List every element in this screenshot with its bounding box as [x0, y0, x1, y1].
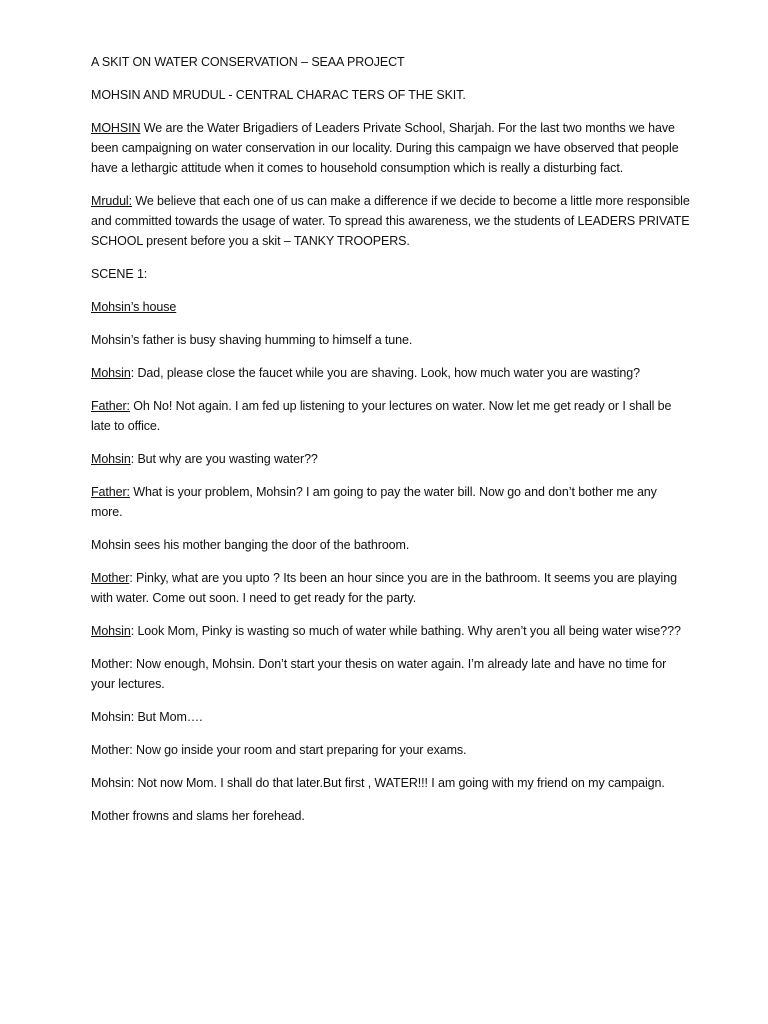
document-subtitle: MOHSIN AND MRUDUL - CENTRAL CHARAC TERS OF THE SKIT. — [91, 88, 466, 102]
dialogue-text: Mother: Now enough, Mohsin. Don’t start your thesis on water again. I’m already late and have no time for your lectures. — [91, 657, 667, 691]
dialogue-text: Mohsin: But Mom…. — [91, 710, 203, 724]
document-page — [91, 52, 691, 839]
intro-paragraph — [91, 118, 691, 178]
dialogue-text: Mother frowns and slams her forehead. — [91, 809, 305, 823]
dialogue-text: What is your problem, Mohsin? I am going to pay the water bill. Now go and don’t bother me any more. — [91, 485, 657, 519]
speaker-name: Mother — [91, 571, 130, 585]
intro-paragraph — [91, 191, 691, 251]
speaker-name: MOHSIN — [91, 121, 141, 135]
speaker-name: Mohsin — [91, 366, 131, 380]
scene-location: Mohsin’s house — [91, 300, 177, 314]
speaker-name: Mrudul: — [91, 194, 132, 208]
dialogue-line — [91, 621, 691, 641]
dialogue-line — [91, 654, 691, 694]
dialogue-text: Mohsin: Not now Mom. I shall do that later.But first , WATER!!! I am going with my friend on my campaign. — [91, 776, 665, 790]
dialogue-text: Mohsin sees his mother banging the door of the bathroom. — [91, 538, 410, 552]
speaker-name: Mohsin — [91, 452, 131, 466]
scene-label: SCENE 1: — [91, 267, 148, 281]
dialogue-line — [91, 482, 691, 522]
speaker-name: Mohsin — [91, 624, 131, 638]
dialogue-text: We believe that each one of us can make a difference if we decide to become a little more responsible and committed towards the usage of water. To spread this awareness, we the students of LEADERS PRIVATE SCHOOL present before you a skit – TANKY TROOPERS. — [91, 194, 690, 248]
dialogue-line — [91, 449, 691, 469]
speaker-name: Father: — [91, 485, 130, 499]
dialogue-text: Mother: Now go inside your room and start preparing for your exams. — [91, 743, 467, 757]
dialogue-text: We are the Water Brigadiers of Leaders Private School, Sharjah. For the last two months we have been campaigning on water conservation in our locality. During this campaign we have observed that people have a lethargic attitude when it comes to household consumption which is really a disturbing fact. — [91, 121, 679, 175]
dialogue-text: Mohsin’s father is busy shaving humming to himself a tune. — [91, 333, 413, 347]
dialogue-text: Oh No! Not again. I am fed up listening to your lectures on water. Now let me get ready or I shall be late to office. — [91, 399, 672, 433]
speaker-name: Father: — [91, 399, 130, 413]
dialogue-text: : Look Mom, Pinky is wasting so much of water while bathing. Why aren’t you all being water wise??? — [130, 624, 681, 638]
dialogue-text: : But why are you wasting water?? — [130, 452, 318, 466]
dialogue-line — [91, 535, 691, 555]
dialogue-line — [91, 707, 691, 727]
dialogue-line — [91, 740, 691, 760]
dialogue-text: : Pinky, what are you upto ? Its been an hour since you are in the bathroom. It seems you are playing with water. Come out soon. I need to get ready for the party. — [91, 571, 677, 605]
dialogue-line — [91, 363, 691, 383]
document-title: A SKIT ON WATER CONSERVATION – SEAA PROJECT — [91, 55, 405, 69]
dialogue-line — [91, 773, 691, 793]
dialogue-line — [91, 330, 691, 350]
dialogue-line — [91, 806, 691, 826]
dialogue-line — [91, 568, 691, 608]
dialogue-line — [91, 396, 691, 436]
dialogue-text: : Dad, please close the faucet while you are shaving. Look, how much water you are wasting? — [130, 366, 640, 380]
